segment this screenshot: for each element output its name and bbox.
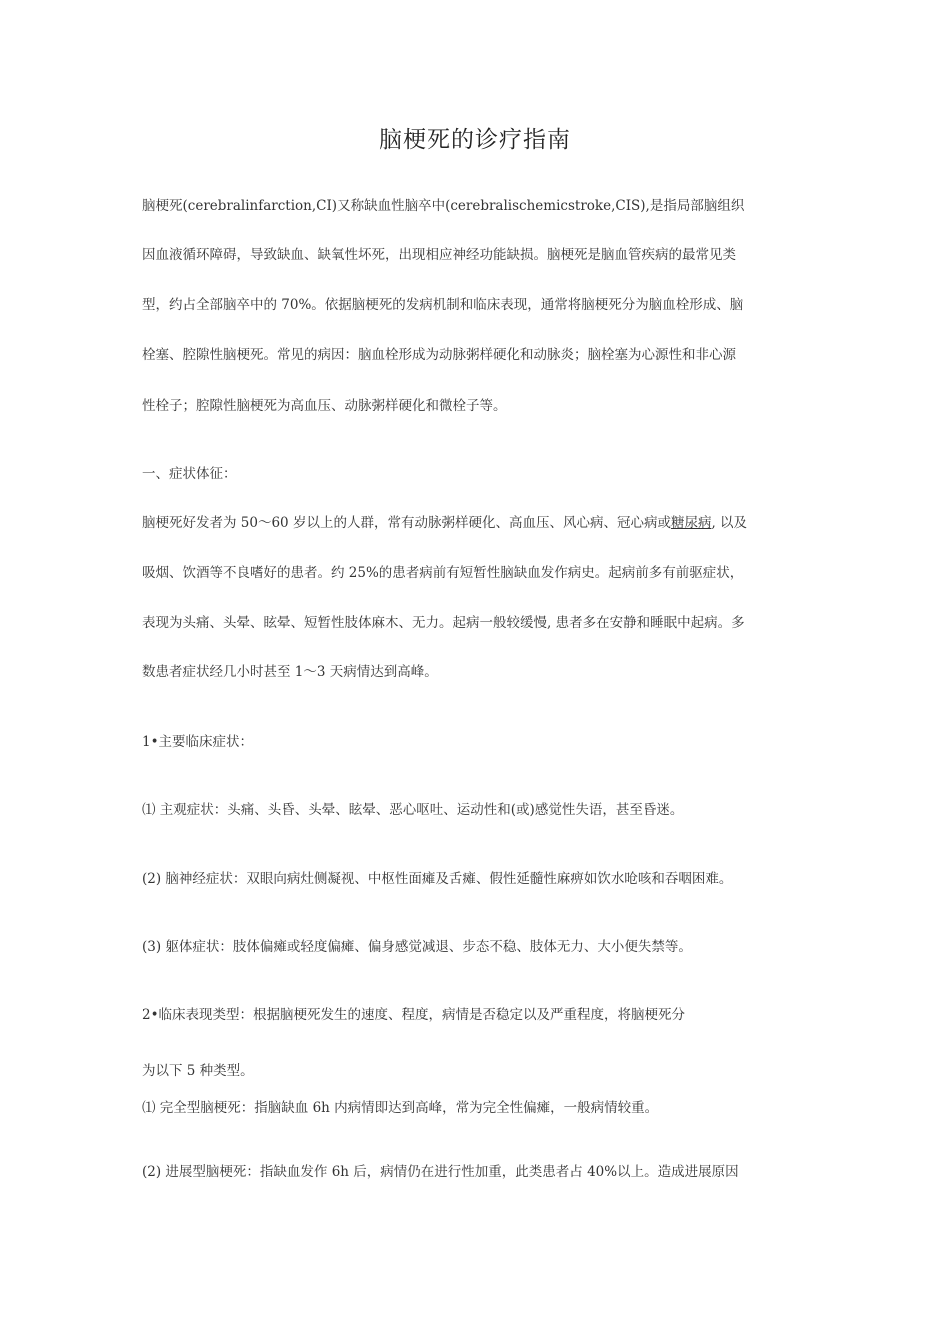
main-symptom-item-3: (3) 躯体症状：肢体偏瘫或轻度偏瘫、偏身感觉减退、步态不稳、肢体无力、大小便失禁等。 <box>142 939 692 955</box>
intro-line-4: 栓塞、腔隙性脑梗死。常见的病因：脑血栓形成为动脉粥样硬化和动脉炎；脑栓塞为心源性和非心源 <box>142 347 736 363</box>
symptoms-line-4: 数患者症状经几小时甚至 1～3 天病情达到高峰。 <box>142 664 438 680</box>
document-title: 脑梗死的诊疗指南 <box>379 127 571 153</box>
intro-line-1: 脑梗死(cerebralinfarction,CI)又称缺血性脑卒中(cerebralischemicstroke,CIS),是指局部脑组织 <box>142 198 745 214</box>
intro-line-2: 因血液循环障碍，导致缺血、缺氧性坏死，出现相应神经功能缺损。脑梗死是脑血管疾病的最常见类 <box>142 247 736 263</box>
section-heading-symptoms: 一、症状体征： <box>142 466 237 482</box>
clinical-type-item-1: ⑴ 完全型脑梗死：指脑缺血 6h 内病情即达到高峰，常为完全性偏瘫，一般病情较重。 <box>142 1100 659 1116</box>
symptoms-line-1-text: 脑梗死好发者为 50～60 岁以上的人群，常有动脉粥样硬化、高血压、风心病、冠心病或 <box>142 515 671 531</box>
clinical-types-continued: 为以下 5 种类型。 <box>142 1063 254 1079</box>
symptoms-line-3: 表现为头痛、头晕、眩晕、短暂性肢体麻木、无力。起病一般较缓慢, 患者多在安静和睡眠中起病。多 <box>142 615 745 631</box>
main-symptom-item-2: (2) 脑神经症状：双眼向病灶侧凝视、中枢性面瘫及舌瘫、假性延髓性麻痹如饮水呛咳和吞咽困难。 <box>142 871 733 887</box>
symptoms-line-2: 吸烟、饮酒等不良嗜好的患者。约 25%的患者病前有短暂性脑缺血发作病史。起病前多有前驱症状， <box>142 565 744 581</box>
intro-line-5: 性栓子；腔隙性脑梗死为高血压、动脉粥样硬化和微栓子等。 <box>142 398 507 414</box>
symptoms-line-1 <box>142 513 747 533</box>
subheading-main-symptoms: 1•主要临床症状： <box>142 734 254 750</box>
intro-line-3: 型，约占全部脑卒中的 70%。依据脑梗死的发病机制和临床表现，通常将脑梗死分为脑血栓形成、脑 <box>142 297 744 313</box>
diabetes-link[interactable]: 糖尿病 <box>670 515 712 531</box>
clinical-type-item-2: (2) 进展型脑梗死：指缺血发作 6h 后，病情仍在进行性加重，此类患者占 40%以上。造成进展原因 <box>142 1164 739 1180</box>
subheading-clinical-types: 2•临床表现类型：根据脑梗死发生的速度、程度，病情是否稳定以及严重程度，将脑梗死分 <box>142 1007 686 1023</box>
symptoms-line-1-tail: , 以及 <box>711 515 748 531</box>
main-symptom-item-1: ⑴ 主观症状：头痛、头昏、头晕、眩晕、恶心呕吐、运动性和(或)感觉性失语，甚至昏迷。 <box>142 802 684 818</box>
